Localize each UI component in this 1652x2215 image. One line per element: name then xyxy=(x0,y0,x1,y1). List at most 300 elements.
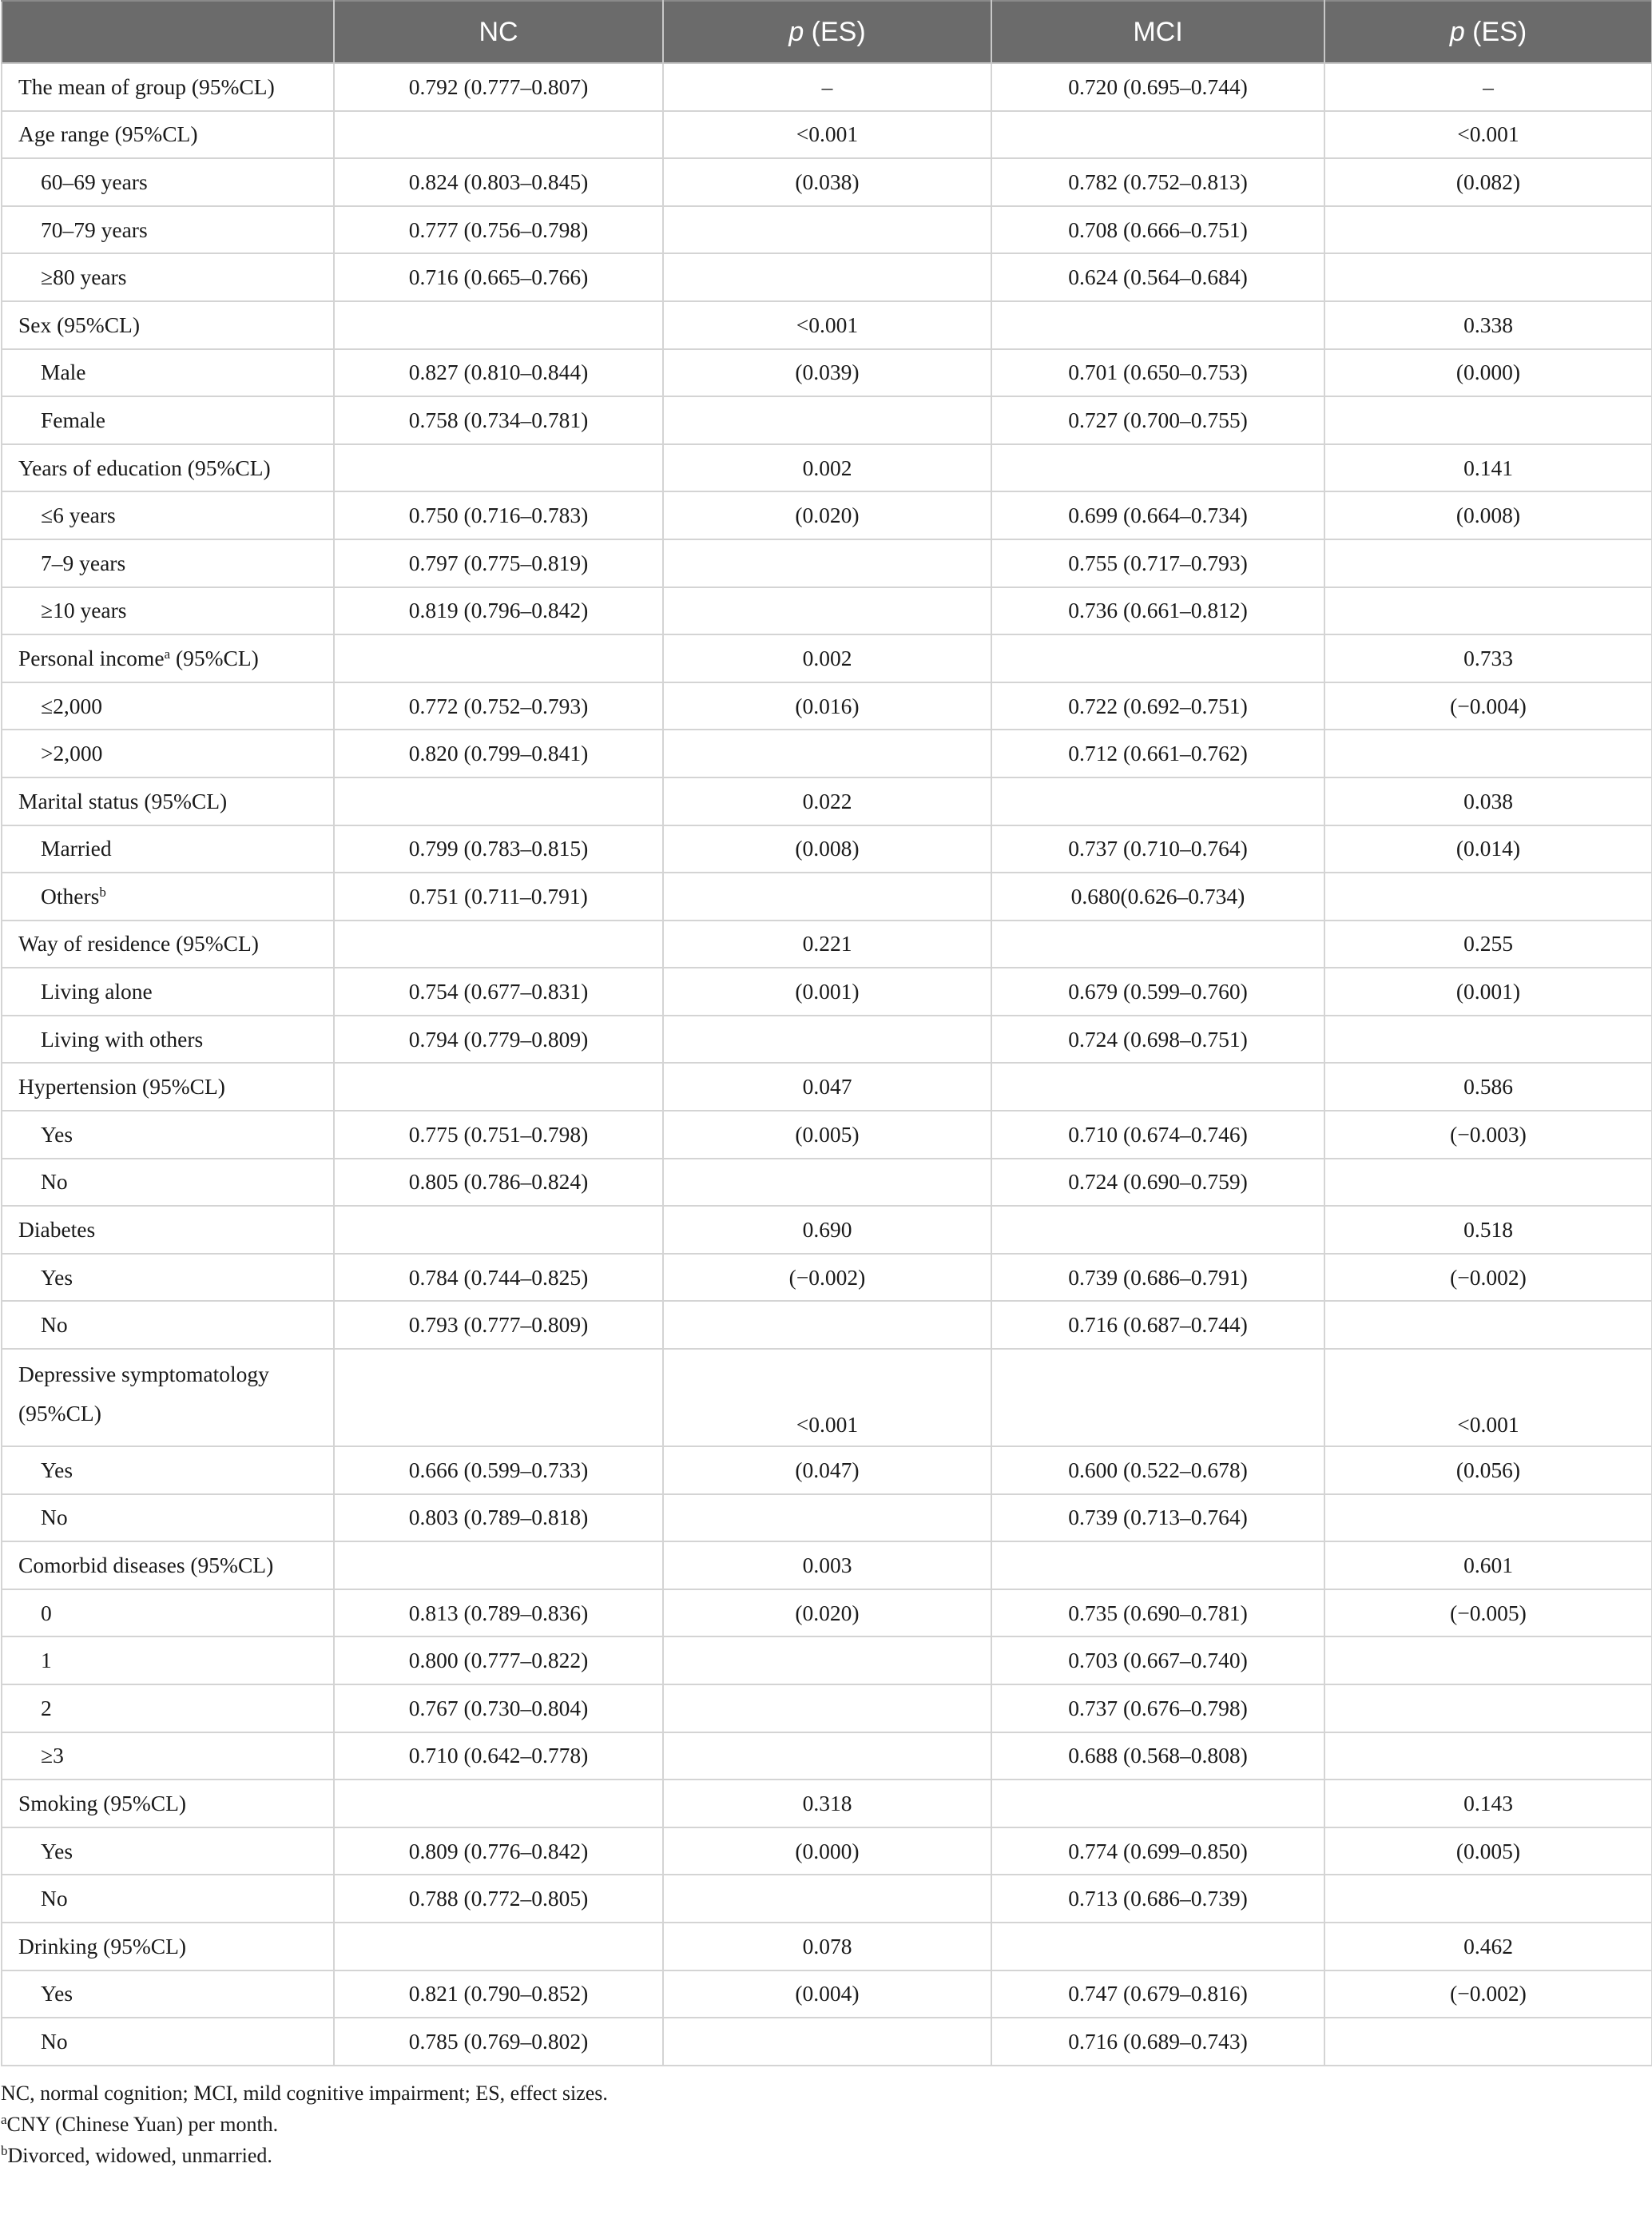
row-label-text: 1 xyxy=(41,1648,52,1673)
nc-p-es-value xyxy=(663,730,991,777)
nc-p-es-value xyxy=(663,396,991,444)
mci-p-es-value: – xyxy=(1324,63,1652,111)
nc-p-es-value xyxy=(663,1875,991,1923)
mci-value: 0.712 (0.661–0.762) xyxy=(991,730,1324,777)
nc-value: 0.819 (0.796–0.842) xyxy=(334,587,663,635)
mci-p-es-value xyxy=(1324,1875,1652,1923)
nc-value: 0.797 (0.775–0.819) xyxy=(334,539,663,587)
nc-p-es-value: <0.001 xyxy=(663,1349,991,1446)
mci-value: 0.739 (0.713–0.764) xyxy=(991,1494,1324,1542)
nc-value: 0.754 (0.677–0.831) xyxy=(334,968,663,1016)
row-label-text: Personal income xyxy=(18,645,165,670)
mci-p-es-value: (0.001) xyxy=(1324,968,1652,1016)
row-label-text: Sex (95%CL) xyxy=(18,312,140,337)
table-row xyxy=(2,1780,1652,1827)
mci-value xyxy=(991,1063,1324,1111)
mci-p-es-value: (0.005) xyxy=(1324,1827,1652,1875)
table-row xyxy=(2,349,1652,397)
row-label xyxy=(2,587,334,635)
mci-p-es-value: 0.338 xyxy=(1324,301,1652,349)
mci-p-es-value: 0.601 xyxy=(1324,1541,1652,1589)
row-label xyxy=(2,1684,334,1732)
table-row xyxy=(2,777,1652,825)
mci-p-es-value: 0.143 xyxy=(1324,1780,1652,1827)
row-label-text: ≤2,000 xyxy=(41,693,102,718)
nc-p-es-value xyxy=(663,2018,991,2066)
row-label xyxy=(2,1827,334,1875)
table-row xyxy=(2,539,1652,587)
row-label-text: Living with others xyxy=(41,1026,204,1052)
nc-p-es-value: (0.038) xyxy=(663,158,991,206)
row-label xyxy=(2,491,334,539)
nc-value: 0.758 (0.734–0.781) xyxy=(334,396,663,444)
row-label xyxy=(2,1636,334,1684)
table-row xyxy=(2,1923,1652,1970)
nc-p-es-value xyxy=(663,539,991,587)
mci-value: 0.737 (0.710–0.764) xyxy=(991,825,1324,873)
mci-value: 0.724 (0.698–0.751) xyxy=(991,1016,1324,1064)
nc-value: 0.772 (0.752–0.793) xyxy=(334,682,663,730)
nc-value: 0.827 (0.810–0.844) xyxy=(334,349,663,397)
mci-p-es-value: (0.014) xyxy=(1324,825,1652,873)
mci-value: 0.782 (0.752–0.813) xyxy=(991,158,1324,206)
nc-p-es-value: (0.001) xyxy=(663,968,991,1016)
row-label-text: Female xyxy=(41,407,105,432)
table-row xyxy=(2,825,1652,873)
row-label xyxy=(2,1016,334,1064)
row-label xyxy=(2,539,334,587)
row-label xyxy=(2,1446,334,1494)
row-label xyxy=(2,1780,334,1827)
mci-value xyxy=(991,444,1324,492)
mci-p-es-value xyxy=(1324,206,1652,254)
mci-p-es-value: (0.082) xyxy=(1324,158,1652,206)
mci-p-es-value xyxy=(1324,1636,1652,1684)
row-label-text: Marital status (95%CL) xyxy=(18,788,228,813)
nc-p-es-value: (0.000) xyxy=(663,1827,991,1875)
nc-p-es-value: 0.690 xyxy=(663,1206,991,1254)
footnote-abbreviations: NC, normal cognition; MCI, mild cognitive impairment; ES, effect sizes. xyxy=(1,2081,608,2105)
nc-value xyxy=(334,1063,663,1111)
row-label xyxy=(2,206,334,254)
nc-p-es-value xyxy=(663,873,991,921)
row-label xyxy=(2,968,334,1016)
nc-value: 0.788 (0.772–0.805) xyxy=(334,1875,663,1923)
row-label-text: 7–9 years xyxy=(41,550,126,575)
row-label-text: Way of residence (95%CL) xyxy=(18,931,259,956)
mci-p-es-value: (−0.002) xyxy=(1324,1970,1652,2018)
row-label-text: Yes xyxy=(41,1838,73,1863)
row-label-text: ≥10 years xyxy=(41,598,127,623)
row-label-text: No xyxy=(41,1886,68,1911)
table-row xyxy=(2,1206,1652,1254)
row-label-text: Male xyxy=(41,360,86,385)
mci-value: 0.701 (0.650–0.753) xyxy=(991,349,1324,397)
nc-p-es-value: 0.022 xyxy=(663,777,991,825)
table-row xyxy=(2,1684,1652,1732)
mci-p-es-value xyxy=(1324,1159,1652,1207)
row-label xyxy=(2,111,334,159)
mci-p-es-value: (−0.004) xyxy=(1324,682,1652,730)
nc-p-es-value: 0.002 xyxy=(663,444,991,492)
row-label-text: The mean of group (95%CL) xyxy=(18,74,275,99)
nc-value: 0.803 (0.789–0.818) xyxy=(334,1494,663,1542)
nc-p-es-value: (0.020) xyxy=(663,1589,991,1637)
row-label xyxy=(2,349,334,397)
table-row xyxy=(2,1159,1652,1207)
nc-p-es-value xyxy=(663,1016,991,1064)
table-row xyxy=(2,1301,1652,1349)
row-label-text: No xyxy=(41,2028,68,2054)
mci-p-es-value xyxy=(1324,253,1652,301)
header-mci: MCI xyxy=(991,1,1324,63)
row-label xyxy=(2,1875,334,1923)
mci-value xyxy=(991,111,1324,159)
nc-p-es-value: 0.003 xyxy=(663,1541,991,1589)
row-label xyxy=(2,1970,334,2018)
mci-value xyxy=(991,301,1324,349)
table-row xyxy=(2,634,1652,682)
nc-p-es-value: (0.008) xyxy=(663,825,991,873)
row-label xyxy=(2,396,334,444)
row-label-text: Depressive symptomatology (95%CL) xyxy=(18,1362,269,1426)
mci-p-es-value xyxy=(1324,396,1652,444)
nc-p-es-value xyxy=(663,1684,991,1732)
header-es-text: (ES) xyxy=(804,16,866,47)
mci-value: 0.624 (0.564–0.684) xyxy=(991,253,1324,301)
mci-value: 0.722 (0.692–0.751) xyxy=(991,682,1324,730)
row-label xyxy=(2,873,334,921)
row-label xyxy=(2,63,334,111)
nc-value: 0.777 (0.756–0.798) xyxy=(334,206,663,254)
nc-value: 0.666 (0.599–0.733) xyxy=(334,1446,663,1494)
nc-value: 0.792 (0.777–0.807) xyxy=(334,63,663,111)
row-label xyxy=(2,1254,334,1302)
row-label-text: Comorbid diseases (95%CL) xyxy=(18,1553,274,1578)
row-label-text: Smoking (95%CL) xyxy=(18,1790,187,1815)
row-label-text: 2 xyxy=(41,1695,52,1720)
row-label xyxy=(2,158,334,206)
nc-p-es-value: – xyxy=(663,63,991,111)
mci-value: 0.735 (0.690–0.781) xyxy=(991,1589,1324,1637)
header-variable xyxy=(2,1,334,63)
row-label xyxy=(2,682,334,730)
nc-value: 0.793 (0.777–0.809) xyxy=(334,1301,663,1349)
mci-value: 0.737 (0.676–0.798) xyxy=(991,1684,1324,1732)
table-row xyxy=(2,730,1652,777)
nc-p-es-value: (0.039) xyxy=(663,349,991,397)
table-row xyxy=(2,301,1652,349)
header-row xyxy=(2,1,1652,63)
table-row xyxy=(2,158,1652,206)
table-body xyxy=(2,63,1652,2066)
row-label xyxy=(2,1494,334,1542)
mci-p-es-value: 0.733 xyxy=(1324,634,1652,682)
row-label-text: Hypertension (95%CL) xyxy=(18,1074,225,1100)
nc-value: 0.775 (0.751–0.798) xyxy=(334,1111,663,1159)
footnote-a-mark: a xyxy=(1,2111,7,2127)
row-label xyxy=(2,1301,334,1349)
nc-p-es-value: 0.221 xyxy=(663,921,991,968)
mci-p-es-value: 0.462 xyxy=(1324,1923,1652,1970)
table-row xyxy=(2,206,1652,254)
nc-value: 0.809 (0.776–0.842) xyxy=(334,1827,663,1875)
row-label-text: >2,000 xyxy=(41,741,103,766)
table-row xyxy=(2,253,1652,301)
table-row xyxy=(2,587,1652,635)
nc-value xyxy=(334,777,663,825)
footnote-b xyxy=(1,2140,1652,2171)
row-label xyxy=(2,1923,334,1970)
nc-value: 0.813 (0.789–0.836) xyxy=(334,1589,663,1637)
table-row xyxy=(2,921,1652,968)
table-row xyxy=(2,1732,1652,1780)
mci-value: 0.747 (0.679–0.816) xyxy=(991,1970,1324,2018)
nc-value: 0.751 (0.711–0.791) xyxy=(334,873,663,921)
mci-p-es-value xyxy=(1324,1732,1652,1780)
row-label xyxy=(2,921,334,968)
mci-value: 0.755 (0.717–0.793) xyxy=(991,539,1324,587)
table-row xyxy=(2,1063,1652,1111)
row-label xyxy=(2,253,334,301)
mci-p-es-value xyxy=(1324,1016,1652,1064)
mci-value: 0.710 (0.674–0.746) xyxy=(991,1111,1324,1159)
mci-value xyxy=(991,777,1324,825)
mci-value xyxy=(991,1349,1324,1446)
mci-value: 0.708 (0.666–0.751) xyxy=(991,206,1324,254)
table-row xyxy=(2,1254,1652,1302)
mci-p-es-value: (0.056) xyxy=(1324,1446,1652,1494)
header-p-es-nc xyxy=(663,1,991,63)
nc-value: 0.710 (0.642–0.778) xyxy=(334,1732,663,1780)
mci-p-es-value: (0.000) xyxy=(1324,349,1652,397)
mci-p-es-value: 0.518 xyxy=(1324,1206,1652,1254)
table-row xyxy=(2,1875,1652,1923)
header-nc: NC xyxy=(334,1,663,63)
mci-p-es-value: (−0.005) xyxy=(1324,1589,1652,1637)
mci-value: 0.688 (0.568–0.808) xyxy=(991,1732,1324,1780)
row-label-text: Diabetes xyxy=(18,1217,96,1243)
row-label xyxy=(2,1111,334,1159)
nc-value: 0.799 (0.783–0.815) xyxy=(334,825,663,873)
mci-value: 0.774 (0.699–0.850) xyxy=(991,1827,1324,1875)
table-row xyxy=(2,1636,1652,1684)
nc-value xyxy=(334,1780,663,1827)
footnote-a xyxy=(1,2109,1652,2140)
row-label-text: No xyxy=(41,1505,68,1530)
table-row xyxy=(2,968,1652,1016)
mci-p-es-value xyxy=(1324,1684,1652,1732)
mci-p-es-value xyxy=(1324,873,1652,921)
footnote-a-text: CNY (Chinese Yuan) per month. xyxy=(6,2112,279,2136)
footnote-b-text: Divorced, widowed, unmarried. xyxy=(7,2143,272,2167)
row-label-text: Others xyxy=(41,883,100,909)
nc-value xyxy=(334,444,663,492)
row-label-text: Married xyxy=(41,836,112,861)
row-label-text: 70–79 years xyxy=(41,217,148,242)
row-label-text: Yes xyxy=(41,1981,73,2006)
mci-value xyxy=(991,634,1324,682)
table-row xyxy=(2,444,1652,492)
mci-value xyxy=(991,1923,1324,1970)
nc-value: 0.785 (0.769–0.802) xyxy=(334,2018,663,2066)
row-label xyxy=(2,2018,334,2066)
nc-p-es-value: 0.078 xyxy=(663,1923,991,1970)
table-row xyxy=(2,682,1652,730)
nc-p-es-value: 0.002 xyxy=(663,634,991,682)
row-label xyxy=(2,634,334,682)
nc-value: 0.794 (0.779–0.809) xyxy=(334,1016,663,1064)
row-label xyxy=(2,1159,334,1207)
nc-value xyxy=(334,301,663,349)
nc-value: 0.821 (0.790–0.852) xyxy=(334,1970,663,2018)
row-label xyxy=(2,1063,334,1111)
nc-p-es-value: <0.001 xyxy=(663,111,991,159)
table-row xyxy=(2,1827,1652,1875)
row-label-text: Living alone xyxy=(41,979,153,1004)
row-label xyxy=(2,301,334,349)
mci-p-es-value xyxy=(1324,730,1652,777)
row-label-text: Age range (95%CL) xyxy=(18,121,198,147)
nc-p-es-value: (0.020) xyxy=(663,491,991,539)
mci-value xyxy=(991,1541,1324,1589)
nc-p-es-value: 0.318 xyxy=(663,1780,991,1827)
header-p-symbol: p xyxy=(1449,16,1465,47)
mci-p-es-value xyxy=(1324,1494,1652,1542)
nc-value: 0.805 (0.786–0.824) xyxy=(334,1159,663,1207)
nc-p-es-value xyxy=(663,1732,991,1780)
nc-p-es-value: 0.047 xyxy=(663,1063,991,1111)
table-header xyxy=(2,1,1652,63)
table-row xyxy=(2,1970,1652,2018)
nc-value xyxy=(334,1349,663,1446)
row-label xyxy=(2,444,334,492)
table-row xyxy=(2,1589,1652,1637)
mci-p-es-value: 0.586 xyxy=(1324,1063,1652,1111)
table-row xyxy=(2,396,1652,444)
nc-value: 0.767 (0.730–0.804) xyxy=(334,1684,663,1732)
row-label xyxy=(2,825,334,873)
footnote-marker: a xyxy=(164,646,171,662)
nc-value xyxy=(334,1206,663,1254)
nc-value: 0.824 (0.803–0.845) xyxy=(334,158,663,206)
table-row xyxy=(2,1349,1652,1446)
nc-value: 0.716 (0.665–0.766) xyxy=(334,253,663,301)
table-row xyxy=(2,1016,1652,1064)
mci-value xyxy=(991,921,1324,968)
nc-value xyxy=(334,634,663,682)
footnote-b-mark: b xyxy=(1,2142,8,2158)
nc-p-es-value: (−0.002) xyxy=(663,1254,991,1302)
table-footnotes xyxy=(1,2078,1652,2171)
table-row xyxy=(2,2018,1652,2066)
mci-value: 0.680(0.626–0.734) xyxy=(991,873,1324,921)
mci-p-es-value xyxy=(1324,539,1652,587)
nc-p-es-value: <0.001 xyxy=(663,301,991,349)
row-label-text: No xyxy=(41,1169,68,1195)
mci-p-es-value: <0.001 xyxy=(1324,1349,1652,1446)
table-row xyxy=(2,63,1652,111)
mci-value: 0.600 (0.522–0.678) xyxy=(991,1446,1324,1494)
nc-value: 0.784 (0.744–0.825) xyxy=(334,1254,663,1302)
header-es-text: (ES) xyxy=(1464,16,1527,47)
table-row xyxy=(2,1541,1652,1589)
header-p-es-mci xyxy=(1324,1,1652,63)
mci-value: 0.727 (0.700–0.755) xyxy=(991,396,1324,444)
mci-value: 0.720 (0.695–0.744) xyxy=(991,63,1324,111)
row-label-text: ≥3 xyxy=(41,1743,64,1768)
mci-p-es-value xyxy=(1324,587,1652,635)
mci-value xyxy=(991,1780,1324,1827)
table-row xyxy=(2,873,1652,921)
row-label xyxy=(2,1541,334,1589)
row-label-text: Yes xyxy=(41,1457,73,1482)
mci-value: 0.739 (0.686–0.791) xyxy=(991,1254,1324,1302)
nc-p-es-value: (0.047) xyxy=(663,1446,991,1494)
mci-value: 0.736 (0.661–0.812) xyxy=(991,587,1324,635)
row-label-text: No xyxy=(41,1312,68,1338)
row-label-text: Yes xyxy=(41,1264,73,1290)
mci-p-es-value: 0.038 xyxy=(1324,777,1652,825)
mci-value: 0.679 (0.599–0.760) xyxy=(991,968,1324,1016)
mci-p-es-value: <0.001 xyxy=(1324,111,1652,159)
table-row xyxy=(2,111,1652,159)
nc-p-es-value: (0.005) xyxy=(663,1111,991,1159)
row-label xyxy=(2,1732,334,1780)
mci-p-es-value xyxy=(1324,2018,1652,2066)
table-row xyxy=(2,1111,1652,1159)
nc-p-es-value xyxy=(663,1159,991,1207)
mci-value: 0.716 (0.689–0.743) xyxy=(991,2018,1324,2066)
mci-p-es-value: (0.008) xyxy=(1324,491,1652,539)
row-label-text: ≥80 years xyxy=(41,264,127,290)
row-label-suffix: (95%CL) xyxy=(170,645,259,670)
nc-p-es-value xyxy=(663,587,991,635)
nc-value: 0.820 (0.799–0.841) xyxy=(334,730,663,777)
row-label-text: Years of education (95%CL) xyxy=(18,455,271,480)
mci-p-es-value: (−0.003) xyxy=(1324,1111,1652,1159)
nc-p-es-value xyxy=(663,253,991,301)
nc-value xyxy=(334,111,663,159)
row-label-text: 60–69 years xyxy=(41,169,148,194)
table-row xyxy=(2,1494,1652,1542)
nc-value xyxy=(334,1541,663,1589)
nc-p-es-value xyxy=(663,1494,991,1542)
row-label xyxy=(2,1206,334,1254)
row-label-text: Yes xyxy=(41,1121,73,1147)
mci-p-es-value: 0.255 xyxy=(1324,921,1652,968)
nc-p-es-value xyxy=(663,1636,991,1684)
results-table xyxy=(1,0,1652,2066)
header-p-symbol: p xyxy=(788,16,804,47)
mci-value: 0.716 (0.687–0.744) xyxy=(991,1301,1324,1349)
mci-value: 0.699 (0.664–0.734) xyxy=(991,491,1324,539)
mci-p-es-value xyxy=(1324,1301,1652,1349)
mci-p-es-value: 0.141 xyxy=(1324,444,1652,492)
table-row xyxy=(2,1446,1652,1494)
row-label xyxy=(2,730,334,777)
nc-value: 0.800 (0.777–0.822) xyxy=(334,1636,663,1684)
nc-value xyxy=(334,1923,663,1970)
mci-value: 0.703 (0.667–0.740) xyxy=(991,1636,1324,1684)
mci-value xyxy=(991,1206,1324,1254)
row-label xyxy=(2,1349,334,1446)
nc-p-es-value: (0.004) xyxy=(663,1970,991,2018)
row-label xyxy=(2,1589,334,1637)
row-label-text: ≤6 years xyxy=(41,503,116,528)
mci-value: 0.713 (0.686–0.739) xyxy=(991,1875,1324,1923)
row-label-text: Drinking (95%CL) xyxy=(18,1933,187,1959)
